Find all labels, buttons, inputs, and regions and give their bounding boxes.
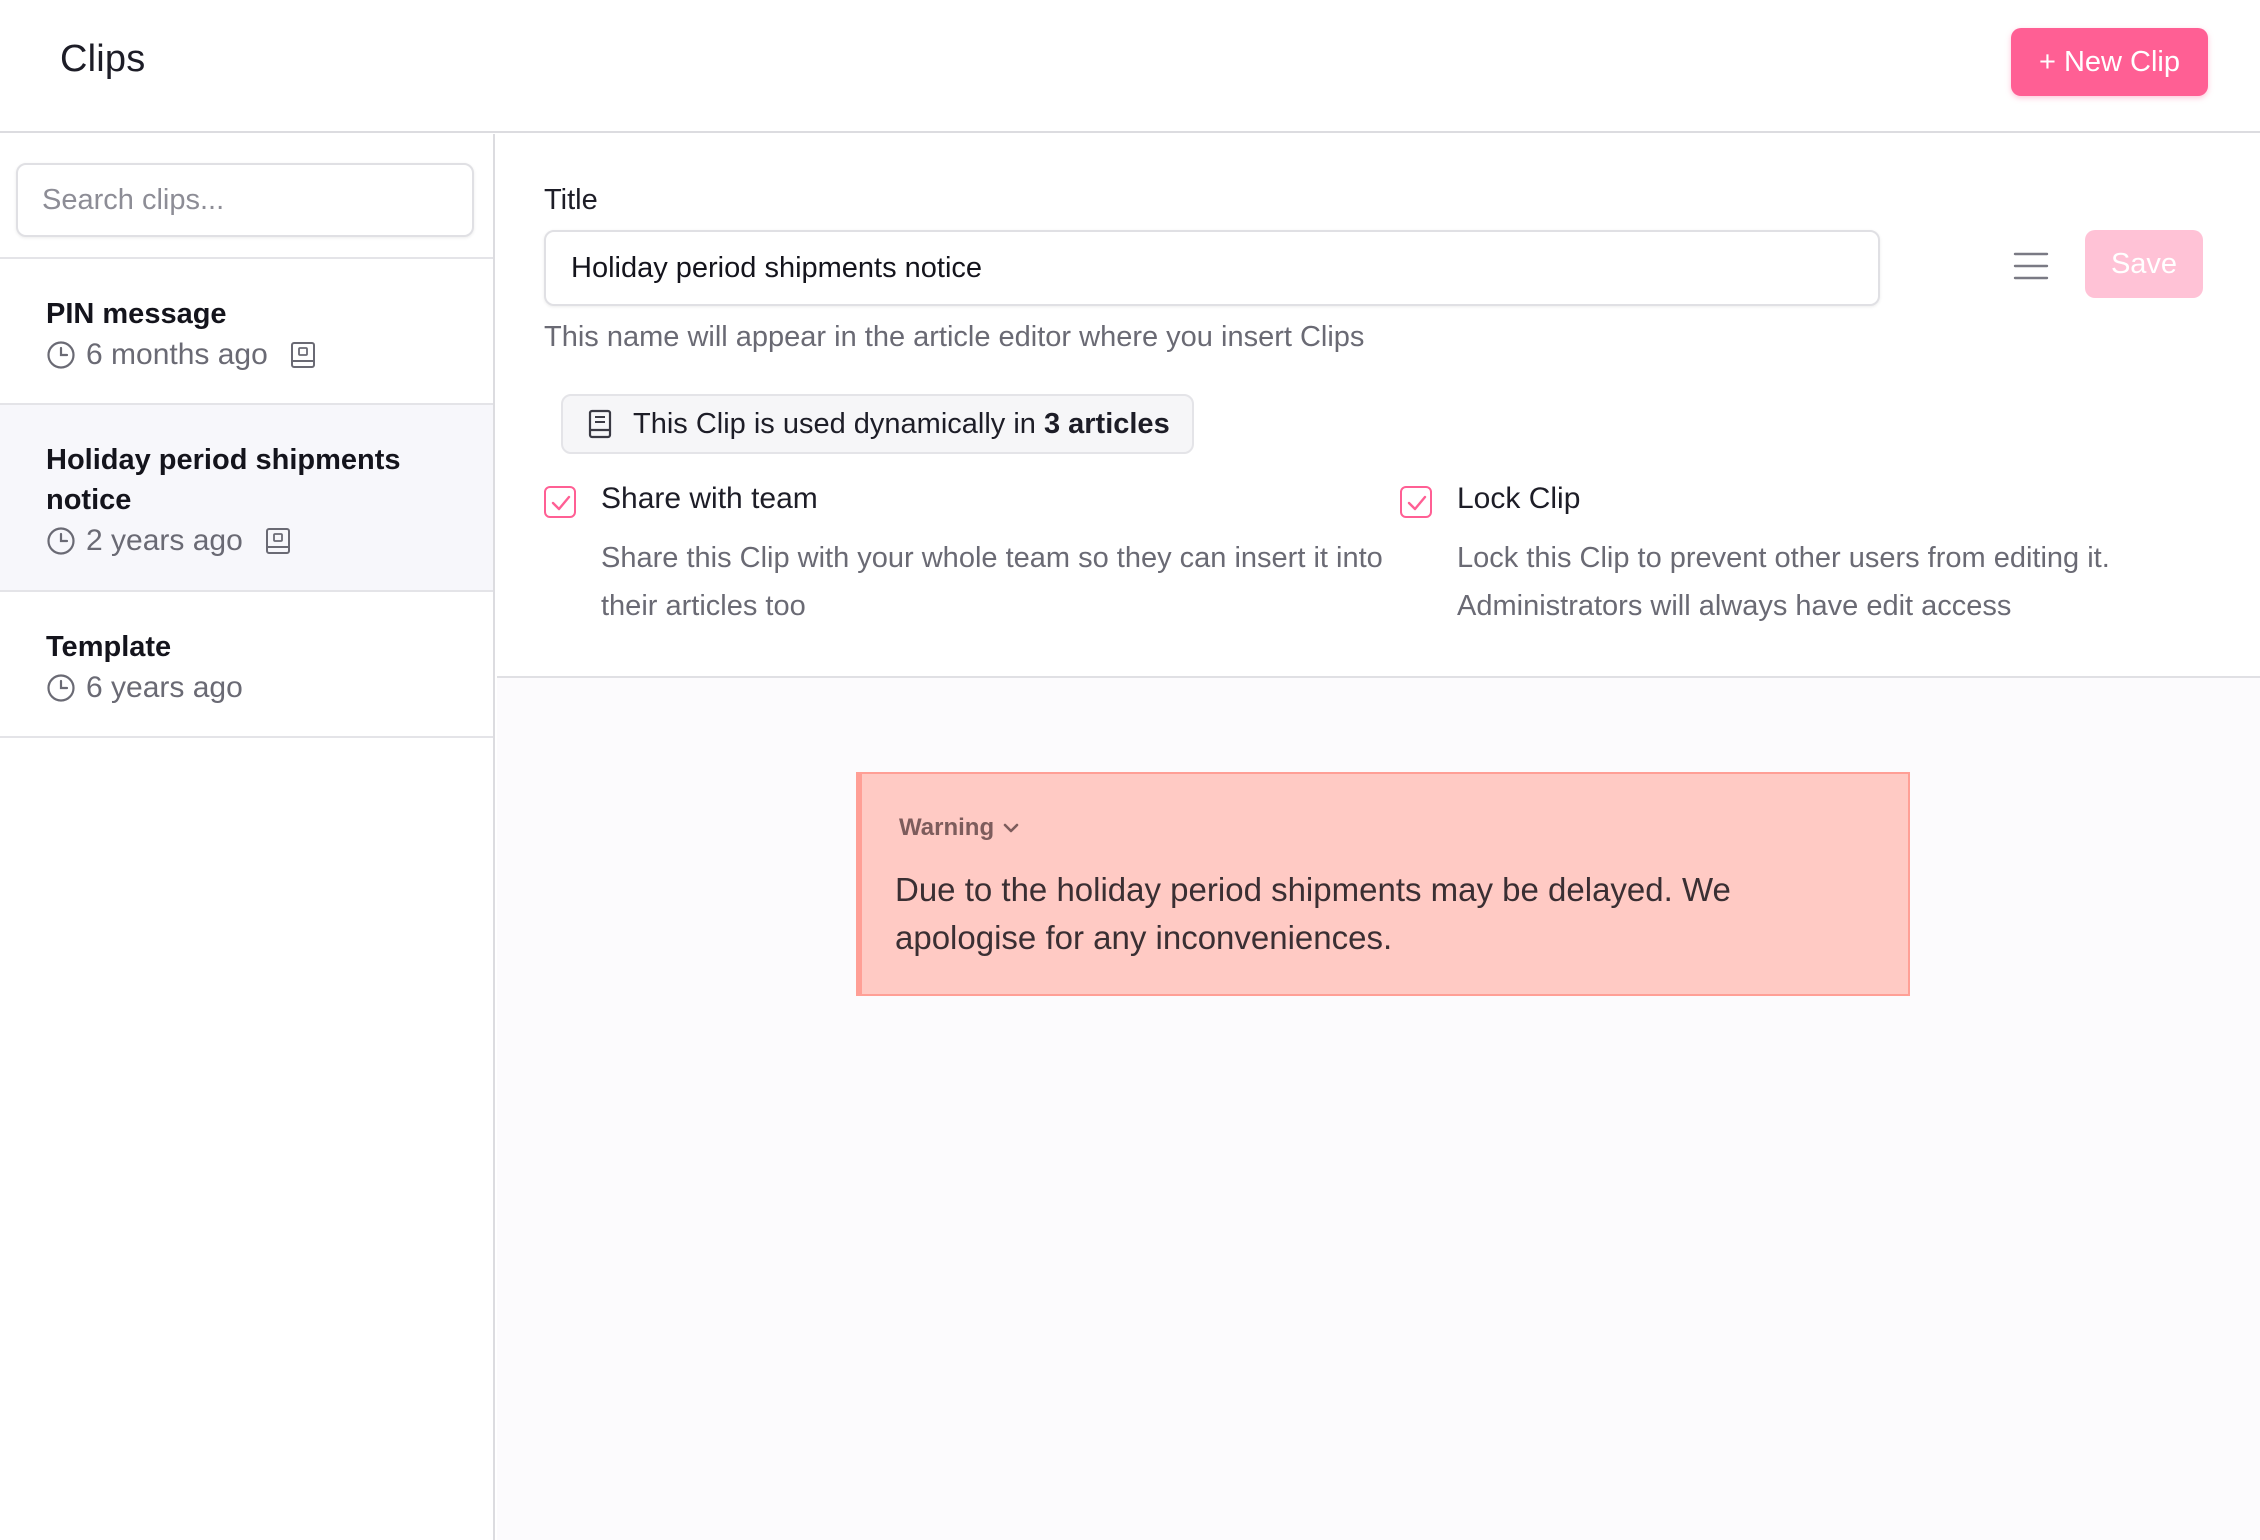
clip-updated-time: 6 months ago [86,338,268,371]
clock-icon [46,340,76,370]
clip-meta [46,668,447,708]
clock-icon [46,673,76,703]
usage-count: 3 articles [1043,407,1170,440]
clip-meta [46,521,447,561]
title-label: Title [544,184,598,216]
check-icon [1407,494,1427,512]
clip-editor [497,134,2260,1540]
menu-icon[interactable] [2013,250,2049,282]
new-clip-button[interactable]: + New Clip [2011,28,2208,96]
clip-meta [46,335,447,375]
clip-name: PIN message [46,298,227,330]
clips-sidebar [0,134,495,1540]
callout-type-label: Warning [899,814,995,841]
top-header [0,0,2260,133]
book-icon [587,409,613,439]
page-title: Clips [60,38,146,80]
share-with-team-label: Share with team [601,482,818,515]
lock-clip-checkbox[interactable] [1400,486,1432,518]
search-container [0,134,493,259]
usage-text: This Clip is used dynamically in [633,407,1036,440]
lock-clip-description: Lock this Clip to prevent other users from editing it. Administrators will always have edit access [1457,542,2110,622]
search-input[interactable] [16,163,474,237]
clip-list-item[interactable] [0,592,493,738]
save-button[interactable]: Save [2085,230,2203,298]
chevron-down-icon [1002,822,1020,834]
clip-list-item-active[interactable] [0,405,493,592]
clip-updated-time: 6 years ago [86,671,243,704]
callout-body-text[interactable]: Due to the holiday period shipments may be delayed. We apologise for any inconveniences. [895,871,1731,956]
clip-name: Holiday period shipments notice [46,444,401,516]
clip-name: Template [46,631,172,663]
check-icon [551,494,571,512]
callout-type-selector[interactable] [899,814,1020,842]
clock-icon [46,526,76,556]
clip-list-item[interactable] [0,259,493,405]
book-icon [265,527,291,555]
book-icon [290,341,316,369]
lock-clip-label: Lock Clip [1457,482,1581,515]
warning-callout[interactable] [856,772,1910,996]
title-help-text: This name will appear in the article editor where you insert Clips [544,321,1365,353]
title-input[interactable] [544,230,1880,306]
clip-updated-time: 2 years ago [86,524,243,557]
usage-badge[interactable] [561,394,1194,454]
clip-settings-panel [497,134,2260,678]
share-with-team-checkbox[interactable] [544,486,576,518]
share-with-team-description: Share this Clip with your whole team so they can insert it into their articles too [601,542,1383,622]
